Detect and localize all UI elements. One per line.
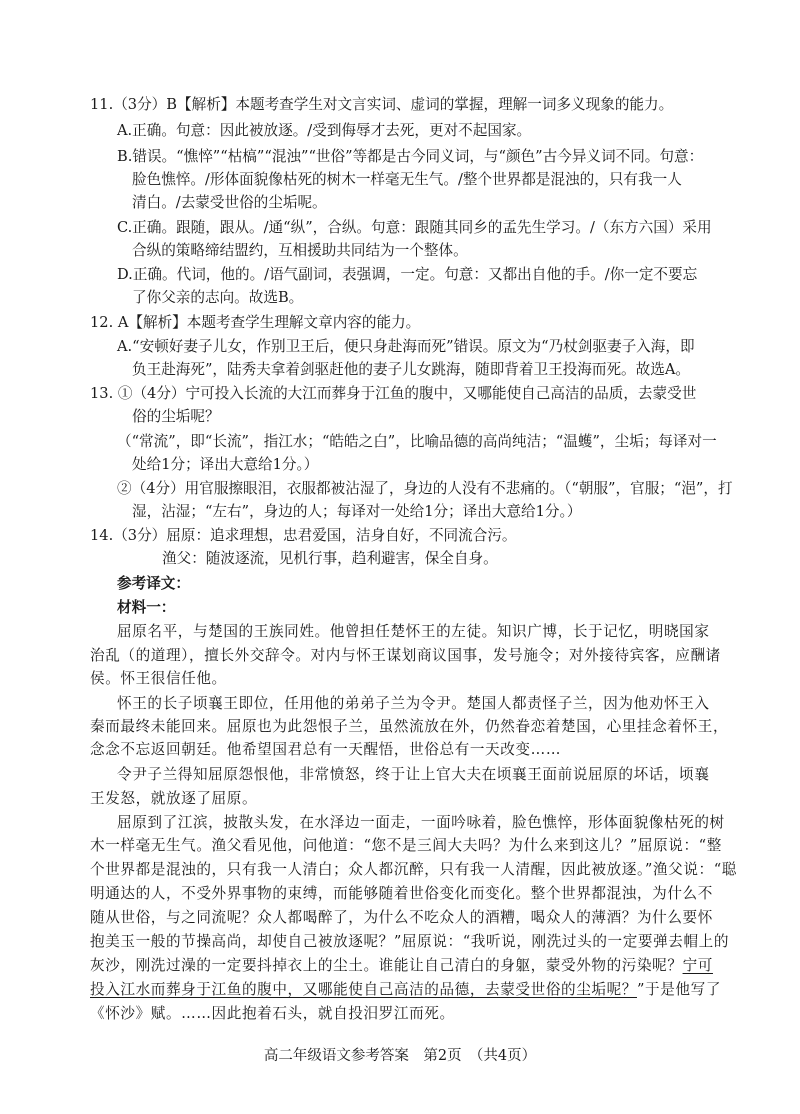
translation-paragraph-4-cont	[90, 956, 713, 976]
answer-12-option-a-cont: 负王赴海死”，陆秀夫拿着剑驱赶他的妻子儿女跳海，随即背着卫王投海而死。故选A。	[132, 361, 690, 378]
translation-paragraph-1-cont: 侯。怀王很信任他。	[90, 670, 227, 687]
translation-paragraph-4-cont: 明通达的人，不受外界事物的束缚，而能够随着世俗变化而变化。整个世界都混浊，为什么不	[90, 885, 713, 902]
answer-11-option-b-cont: 脸色憔悴。/形体面貌像枯死的树木一样毫无生气。/整个世界都是混浊的，只有我一人	[132, 171, 682, 188]
answer-12-header: 12. A【解析】本题考查学生理解文章内容的能力。	[90, 314, 421, 331]
translation-paragraph-4-cont: 抱美玉一般的节操高尚，却使自己被放逐呢？”屈原说：“我听说，刚洗过头的一定要弹去帽上的	[90, 933, 730, 950]
answer-14-qu-yuan: 14.（3分）屈原：追求理想，忠君爱国，洁身自好，不同流合污。	[90, 527, 517, 544]
answer-11-option-b: B.错误。“憔悴”“枯槁”“混浊”“世俗”等都是古今同义词，与“颜色”古今异义词不同。句意：	[117, 148, 704, 165]
answer-11-option-c-cont: 合纵的策略缔结盟约，互相援助共同结为一个整体。	[132, 242, 468, 259]
translation-paragraph-2-cont: 念念不忘返回朝廷。他希望国君总有一天醒悟，世俗总有一天改变……	[90, 741, 562, 758]
answer-13-part-1-note-cont: 处给1分；译出大意给1分。）	[132, 456, 319, 473]
translation-paragraph-4: 屈原到了江滨，披散头发，在水泽边一面走，一面吟咏着，脸色憔悴，形体面貌像枯死的树	[117, 814, 725, 831]
answer-11-header: 11.（3分）B【解析】本题考查学生对文言实词、虚词的掌握，理解一词多义现象的能力。	[90, 96, 674, 113]
page-footer: 高二年级语文参考答案 第2页 （共4页）	[263, 1048, 537, 1064]
answer-13-part-1-note: （“常流”，即“长流”，指江水；“皓皓之白”，比喻品德的高尚纯洁；“温蠖”，尘垢；每译对一	[117, 433, 717, 450]
translation-paragraph-1: 屈原名平，与楚国的王族同姓。他曾担任楚怀王的左徒。知识广博，长于记忆，明晓国家	[117, 623, 710, 640]
answer-11-option-d-cont: 了你父亲的志向。故选B。	[132, 289, 304, 306]
answer-13-part-2: ②（4分）用官服擦眼泪，衣服都被沾湿了，身边的人没有不悲痛的。（“朝服”，官服；“浥”，打	[117, 480, 733, 497]
translation-paragraph-3: 令尹子兰得知屈原怨恨他，非常愤怒，终于让上官大夫在顷襄王面前说屈原的坏话，顷襄	[117, 766, 710, 783]
reference-translation-heading: 参考译文：	[117, 575, 190, 592]
translation-paragraph-2: 怀王的长子顷襄王即位，任用他的弟弟子兰为令尹。楚国人都责怪子兰，因为他劝怀王入	[117, 695, 710, 712]
answer-14-yu-fu: 渔父：随波逐流，见机行事，趋利避害，保全自身。	[162, 550, 498, 567]
translation-text: ”于是他写了	[636, 981, 722, 998]
answer-11-option-b-cont: 清白。/去蒙受世俗的尘垢呢。	[132, 194, 327, 211]
translation-text: 灰沙，刚洗过澡的一定要抖掉衣上的尘土。谁能让自己清白的身躯，蒙受外物的污染呢？	[90, 957, 683, 974]
answer-13-part-1: 13. ①（4分）宁可投入长流的大江而葬身于江鱼的腹中，又哪能使自己高洁的品质，去蒙受世	[90, 385, 697, 402]
translation-paragraph-3-cont: 王发怒，就放逐了屈原。	[90, 790, 258, 807]
translation-paragraph-4-cont	[90, 980, 721, 1000]
answer-13-part-2-cont: 湿，沾湿；“左右”，身边的人；每译对一处给1分；译出大意给1分。）	[132, 503, 582, 520]
answer-11-option-c: C.正确。跟随，跟从。/通“纵”，合纵。句意：跟随其同乡的孟先生学习。/（东方六国）采用	[117, 219, 712, 236]
answer-11-option-d: D.正确。代词，他的。/语气副词，表强调，一定。句意：又都出自他的手。/你一定不要忘	[117, 266, 698, 283]
answer-11-option-a: A.正确。句意：因此被放逐。/受到侮辱才去死，更对不起国家。	[117, 122, 532, 139]
underlined-key-sentence: 宁可	[682, 957, 713, 974]
translation-paragraph-4-cont: 个世界都是混浊的，只有我一人清白；众人都沉醉，只有我一人清醒，因此被放逐。”渔父说：“聪	[90, 861, 737, 878]
material-one-heading: 材料一：	[117, 599, 176, 616]
underlined-key-sentence: 投入江水而葬身于江鱼的腹中，又哪能使自己高洁的品德，去蒙受世俗的尘垢呢？	[90, 981, 637, 998]
translation-paragraph-4-cont: 木一样毫无生气。渔父看见他，问他道：“您不是三闾大夫吗？为什么来到这儿？”屈原说：“整	[90, 837, 722, 854]
translation-paragraph-4-cont: 《怀沙》赋。……因此抱着石头，就自投汨罗江而死。	[90, 1005, 455, 1022]
translation-paragraph-2-cont: 秦而最终未能回来。屈原也为此怨恨子兰，虽然流放在外，仍然眷恋着楚国，心里挂念着怀王，	[90, 718, 729, 735]
translation-paragraph-4-cont: 随从世俗，与之同流呢？众人都喝醉了，为什么不吃众人的酒糟，喝众人的薄酒？为什么要怀	[90, 909, 713, 926]
answer-13-part-1-cont: 俗的尘垢呢？	[132, 408, 220, 425]
translation-paragraph-1-cont: 治乱（的道理），擅长外交辞令。对内与怀王谋划商议国事，发号施令；对外接待宾客，应酬诸	[90, 647, 721, 664]
answer-12-option-a: A.“安顿好妻子儿女，作别卫王后，便只身赴海而死”错误。原文为“乃杖剑驱妻子入海，即	[117, 338, 695, 355]
